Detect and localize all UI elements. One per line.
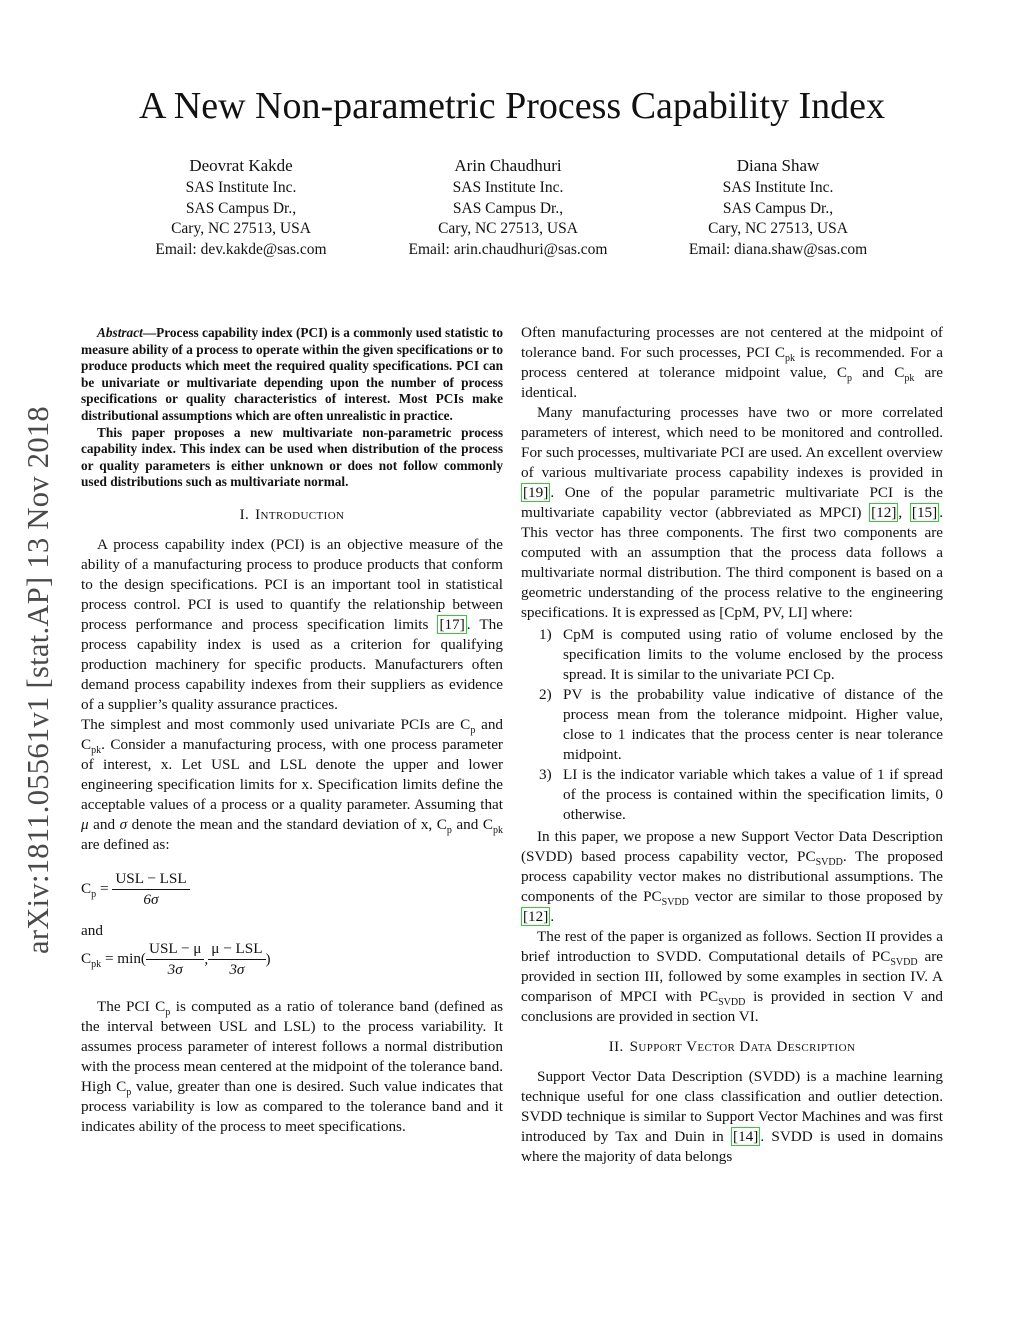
arxiv-identifier: arXiv:1811.05561v1 [stat.AP] 13 Nov 2018 bbox=[21, 406, 55, 954]
section-number: I. bbox=[239, 506, 250, 523]
eq-lhs: $C_{pk} = \min$( bbox=[81, 950, 146, 971]
right-paragraph-1 bbox=[521, 323, 943, 403]
citation-link[interactable]: [15] bbox=[911, 504, 938, 521]
intro-paragraph-2 bbox=[81, 715, 503, 855]
author-affiliation: SAS Institute Inc. bbox=[452, 179, 564, 196]
math-cpk: $C_{pk}$ bbox=[894, 364, 915, 385]
eq-fraction-1: $\frac{\text{USL − μ}}{3\sigma}$ bbox=[146, 939, 204, 980]
body-text: and bbox=[852, 364, 895, 381]
body-text: Often manufacturing processes are not centered at the midpoint of tolerance band. For such processes, PCI bbox=[521, 324, 943, 361]
eq-fraction-2: $\frac{\text{μ − LSL}}{3\sigma}$ bbox=[208, 939, 265, 980]
author-block-3 bbox=[628, 154, 928, 260]
eq-lhs: $C_p$ = bbox=[81, 880, 113, 901]
section-title: Support Vector Data Description bbox=[629, 1039, 856, 1055]
intro-text: . The process capability index is used as a criterion for qualifying production machinery for specific products. Manufacturers often demand process capability indexes from their suppliers as evidence of a supplier’s quality assurance practices. bbox=[81, 615, 504, 713]
math-cpk: $C_{pk}$ bbox=[482, 815, 504, 836]
body-text: . SVDD is used in domains where the majority of data belongs bbox=[521, 1128, 943, 1165]
paper-title: A New Non-parametric Process Capability Index bbox=[138, 85, 886, 127]
author-city: Cary, NC 27513, USA bbox=[438, 220, 578, 237]
section-number: II. bbox=[608, 1039, 624, 1055]
math-x: x bbox=[160, 755, 169, 773]
body-text: vector are similar to those proposed by bbox=[688, 888, 943, 905]
body-text: In this paper, we propose a new Support Vector Data Description (SVDD) based process capability vector, bbox=[521, 828, 943, 865]
intro-text: . Consider a manufacturing process, with one process parameter of interest, bbox=[81, 735, 503, 773]
abstract-paragraph-1 bbox=[81, 325, 503, 425]
author-email: Email: dev.kakde@sas.com bbox=[155, 240, 327, 258]
body-text: Support Vector Data Description (SVDD) is a machine learning technique useful for one class classification and outlier detection. SVDD technique is similar to Support Vector Machines and was first introduced by Tax and Duin in bbox=[521, 1068, 943, 1145]
intro-text: is computed as a ratio of tolerance band (defined as the interval between USL and LSL) to the process variability. It assumes process parameter of interest follows a normal distribution with the process mean centered at the midpoint of the tolerance band. High bbox=[81, 997, 503, 1095]
equation-cp bbox=[81, 869, 503, 915]
math-vector: [CpM, PV, LI] bbox=[719, 604, 808, 621]
list-item: 3) LI is the indicator variable which takes a value of 1 if spread of the process is contained within the specification limits, 0 otherwise. bbox=[539, 766, 943, 823]
body-text: The rest of the paper is organized as follows. Section II provides a brief introduction to SVDD. Computational details of bbox=[521, 928, 943, 965]
author-affiliation: SAS Institute Inc. bbox=[722, 179, 834, 196]
author-email: Email: arin.chaudhuri@sas.com bbox=[408, 240, 608, 258]
intro-text: The PCI bbox=[97, 997, 156, 1015]
intro-text: The simplest and most commonly used univariate PCIs are bbox=[81, 715, 461, 733]
author-affiliation: SAS Institute Inc. bbox=[185, 179, 297, 196]
math-pcsvdd: $PC_{SVDD}$ bbox=[643, 888, 689, 909]
list-item: 1) CpM is computed using ratio of volume enclosed by the specification limits to the volume enclosed by the process spread. It is similar to the univariate PCI Cp. bbox=[539, 626, 943, 683]
author-name: Arin Chaudhuri bbox=[454, 156, 562, 175]
abstract-paragraph-2: This paper proposes a new multivariate non-parametric process capability index. This index can be used when distribution of the process or quality parameters is either unknown or does not follow commonly used distributions such as multivariate normal. bbox=[81, 424, 503, 490]
intro-text: . Let USL and LSL denote the upper and lower engineering specification limits for bbox=[81, 755, 503, 793]
citation-link[interactable]: [17] bbox=[439, 615, 465, 633]
intro-text: A process capability index (PCI) is an objective measure of the ability of a manufacturing process to produce products that conform to the design specifications. PCI is an important tool in statistical process control. PCI is used to quantify the relationship between process performance and process specification limits bbox=[81, 535, 503, 633]
math-cpk: $C_{pk}$ bbox=[81, 735, 102, 756]
intro-paragraph-1 bbox=[81, 535, 503, 715]
body-text: where: bbox=[807, 604, 853, 621]
section-title: Introduction bbox=[255, 506, 345, 523]
intro-text: are defined as: bbox=[81, 835, 170, 853]
intro-text: and bbox=[451, 815, 483, 833]
body-text: Many manufacturing processes have two or more correlated parameters of interest, which need to be monitored and controlled. For such processes, multivariate PCI are used. An excellent overview of various multivariate process capability indexes is provided in bbox=[521, 404, 943, 481]
intro-text: value, greater than one is desired. Such value indicates that process variability is low as compared to the tolerance band and it indicates ability of the process to meet specifications. bbox=[81, 1077, 504, 1135]
math-cp: $C_p$ bbox=[460, 715, 476, 736]
body-text: is provided in section V and conclusions are provided in section VI. bbox=[521, 988, 943, 1025]
math-cp: $C_p$ bbox=[836, 364, 852, 385]
section-heading-introduction bbox=[81, 505, 503, 525]
citation-link[interactable]: [12] bbox=[871, 504, 897, 521]
math-pcsvdd: $PC_{SVDD}$ bbox=[797, 848, 843, 869]
author-block-2 bbox=[358, 154, 658, 260]
right-column bbox=[521, 323, 943, 1167]
component-list bbox=[521, 625, 943, 825]
intro-text: and bbox=[88, 815, 120, 833]
body-text: . One of the popular parametric multivariate PCI is the multivariate capability vector (abbreviated as MPCI) bbox=[521, 484, 943, 521]
abstract bbox=[81, 325, 503, 491]
right-paragraph-3: In this paper, we propose a new Support Vector Data Description (SVDD) based process capability vector, $PC_{SVDD}$. The proposed process capability vector makes no distributional assumptions. The components of the $PC_{SVDD}$ vector are similar to those proposed by [12] . bbox=[521, 828, 943, 925]
author-city: Cary, NC 27513, USA bbox=[708, 220, 848, 237]
author-name: Diana Shaw bbox=[736, 156, 820, 175]
author-street: SAS Campus Dr., bbox=[452, 199, 564, 217]
citation-link[interactable]: [14] bbox=[733, 1128, 759, 1145]
math-pcsvdd: $PC_{SVDD}$ bbox=[699, 988, 746, 1009]
citation-link[interactable]: [19] bbox=[523, 484, 549, 501]
math-cp: $C_p$ bbox=[436, 815, 452, 836]
author-street: SAS Campus Dr., bbox=[185, 199, 297, 217]
author-email: Email: diana.shaw@sas.com bbox=[688, 240, 868, 258]
abstract-label: Abstract bbox=[97, 325, 143, 340]
right-paragraph-4 bbox=[521, 927, 943, 1027]
intro-paragraph-3 bbox=[81, 997, 503, 1137]
body-text: . This vector has three components. The first two components are computed with an assumption that the process data follows a multivariate normal distribution. The third component is based on a geometric understanding of the process relative to the engineering specifications. It is expressed as bbox=[521, 504, 944, 621]
equation-and-label: and bbox=[81, 921, 103, 939]
math-x: x bbox=[301, 775, 310, 793]
right-paragraph-2: Many manufacturing processes have two or more correlated parameters of interest, which need to be monitored and controlled. For such processes, multivariate PCI are used. An excellent overview of various multivariate process capability indexes is provided in [19] . One of the popular parametric multivariate PCI is the multivariate capability vector (abbreviated as MPCI) [12] , [15] . This vector has three components. The first two components are computed with an assumption that the process data follows a multivariate normal distribution. The third component is based on a geometric understanding of the process relative to the engineering specifications. It is expressed as [CpM, PV, LI] where: bbox=[521, 404, 944, 621]
math-cp: $C_p$ bbox=[116, 1077, 132, 1098]
intro-text: . Specification limits define the acceptable values of a process or a quality parameter. Assuming that bbox=[81, 775, 503, 813]
math-mu: μ bbox=[81, 815, 89, 833]
math-sigma: σ bbox=[119, 815, 128, 833]
author-city: Cary, NC 27513, USA bbox=[171, 220, 311, 237]
equation-cpk: $C_{pk} = \min$( $\frac{\text{USL − μ}}{3\sigma}$ , $\frac{\text{μ − LSL}}{3\sigma}$ ) bbox=[81, 939, 271, 978]
intro-text: and bbox=[475, 715, 504, 733]
eq-fraction: $\frac{\text{USL − LSL}}{6\sigma}$ bbox=[112, 869, 189, 910]
math-cp: $C_p$ bbox=[155, 997, 171, 1018]
citation-link[interactable]: [12] bbox=[523, 908, 549, 925]
body-text: are provided in section III, followed by some examples in section IV. A comparison of MPCI with bbox=[521, 948, 944, 1005]
author-street: SAS Campus Dr., bbox=[722, 199, 834, 217]
left-column bbox=[81, 325, 503, 1137]
body-text: . The proposed process capability vector makes no distributional assumptions. The components of the bbox=[521, 848, 943, 905]
author-block-1 bbox=[91, 154, 391, 260]
body-text: is recommended. For a process centered at tolerance midpoint value, bbox=[521, 344, 943, 381]
section-heading-svdd bbox=[521, 1037, 943, 1057]
abstract-text-1: —Process capability index (PCI) is a commonly used statistic to measure ability of a process to operate within the given specifications or to produce products which meet the required quality specifications. PCI can be univariate or multivariate depending upon the number of process specifications or quality characteristics of interest. Most PCIs make distributional assumptions which are often unrealistic in practice. bbox=[81, 325, 503, 423]
intro-text: denote the mean and the standard deviation of x, bbox=[127, 815, 437, 833]
right-paragraph-5 bbox=[521, 1067, 943, 1167]
math-pcsvdd: $PC_{SVDD}$ bbox=[871, 948, 918, 969]
math-cpk: $C_{pk}$ bbox=[774, 344, 795, 365]
body-text: are identical. bbox=[521, 364, 943, 401]
list-item: 2) PV is the probability value indicative of distance of the process mean from the tolerance midpoint. Higher value, close to 1 indicates that the process center is near tolerance midpoint. bbox=[539, 686, 943, 763]
author-name: Deovrat Kakde bbox=[189, 156, 293, 175]
